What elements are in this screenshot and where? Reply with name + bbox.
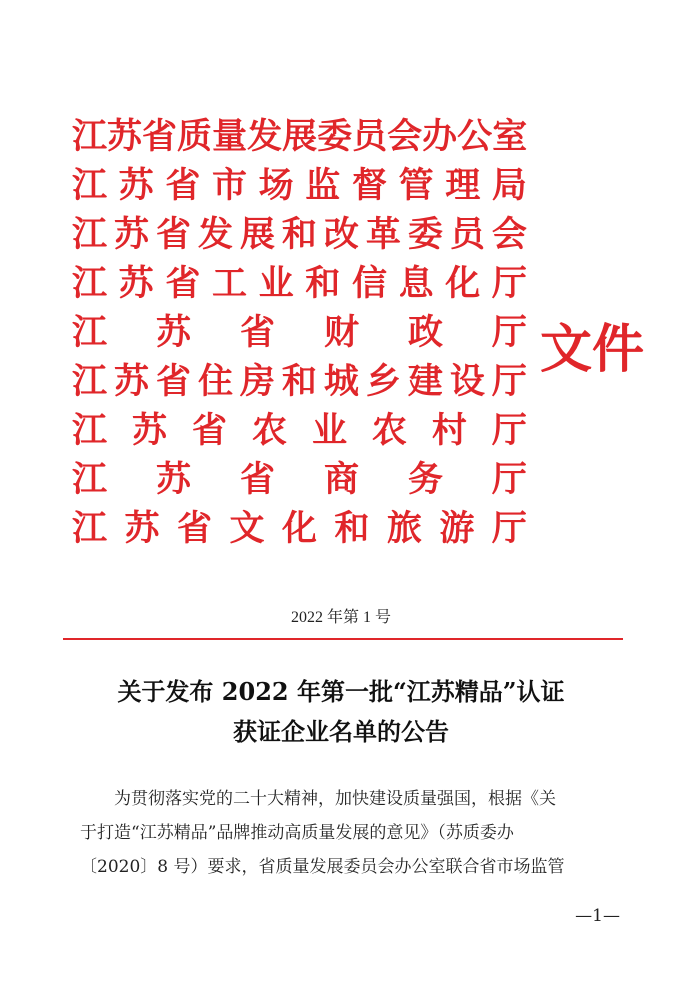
announcement-title (0, 672, 682, 752)
issuer-line: 江 苏 省 文 化 和 旅 游 厅 (72, 508, 527, 549)
issuing-authorities (72, 112, 527, 553)
red-divider (63, 638, 623, 640)
body-line-3: 〔2020〕8 号）要求，省质量发展委员会办公室联合省市场监管 (80, 857, 565, 877)
page-number: —1— (575, 906, 620, 926)
issuer-line: 江 苏 省 发 展 和 改 革 委 员 会 (72, 214, 527, 255)
issuer-line: 江 苏 省 财 政 厅 (72, 312, 527, 353)
title-line-1: 关于发布 2022 年第一批“江苏精品”认证 (117, 677, 565, 706)
issuer-line: 江 苏 省 农 业 农 村 厅 (72, 410, 527, 451)
issuer-line: 江 苏 省 住 房 和 城 乡 建 设 厅 (72, 361, 527, 402)
issuer-line: 江 苏 省 质 量 发 展 委 员 会 办 公 室 (72, 116, 527, 157)
body-line-1: 为贯彻落实党的二十大精神，加快建设质量强国，根据《关 (114, 789, 556, 809)
body-paragraph (80, 782, 605, 884)
issuer-line: 江 苏 省 商 务 厅 (72, 459, 527, 500)
document-number: 2022 年第 1 号 (290, 609, 391, 626)
issuer-line: 江 苏 省 工 业 和 信 息 化 厅 (72, 263, 527, 304)
body-line-2: 于打造“江苏精品”品牌推动高质量发展的意见》（苏质委办 (80, 823, 514, 843)
issuer-line: 江 苏 省 市 场 监 督 管 理 局 (72, 165, 527, 206)
document-word: 文件 (540, 319, 645, 380)
title-line-2: 获证企业名单的公告 (233, 717, 449, 746)
